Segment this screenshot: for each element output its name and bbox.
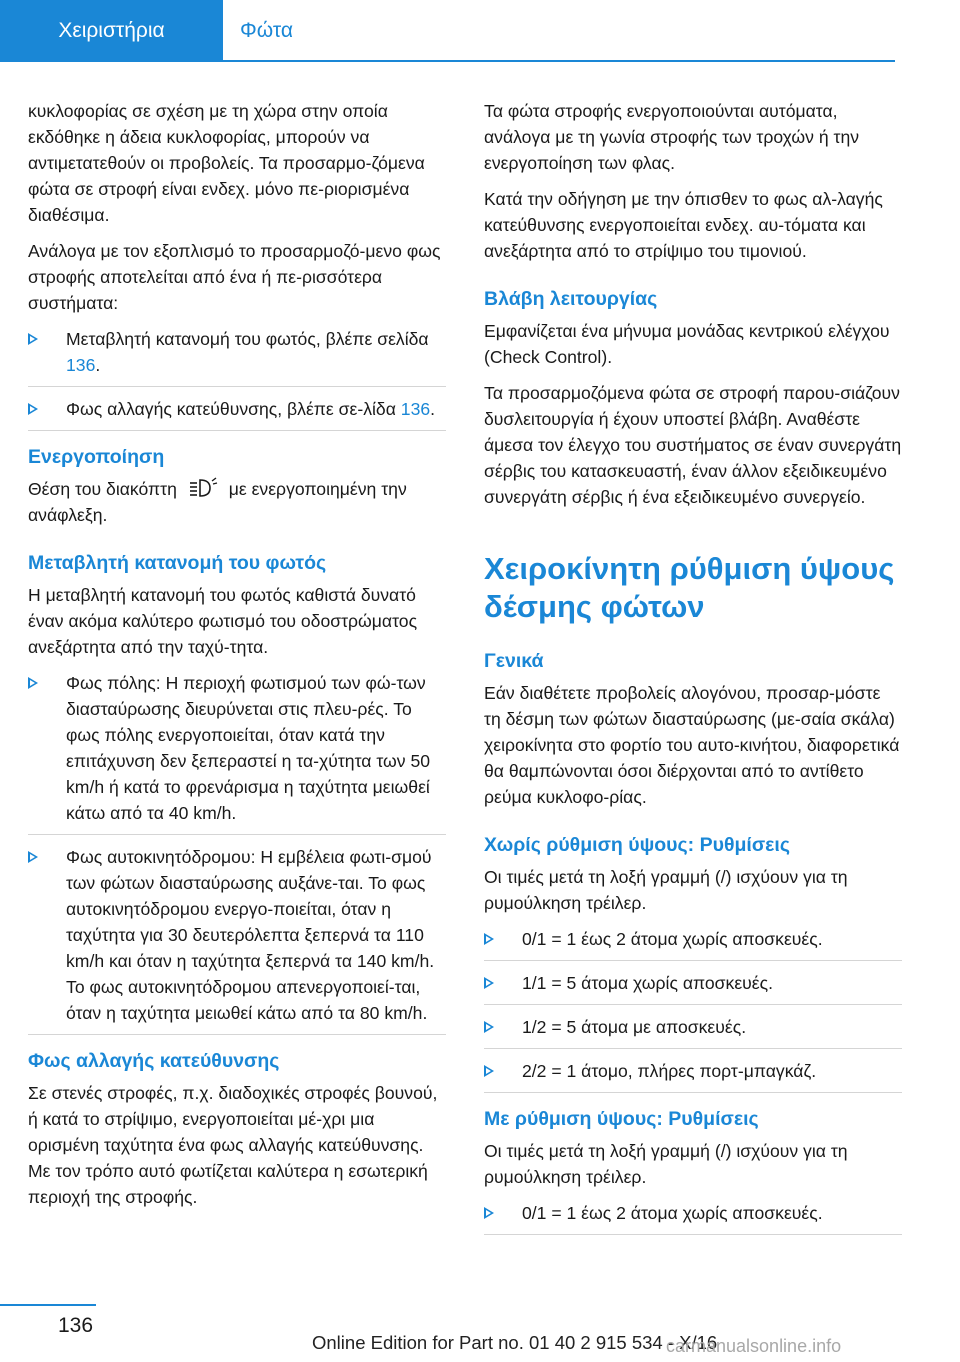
list-item-text: 0/1 = 1 έως 2 άτομα χωρίς αποσκευές.	[522, 1203, 823, 1223]
activation-text-pre: Θέση του διακόπτη	[28, 479, 177, 499]
paragraph: Η μεταβλητή κατανομή του φωτός καθιστά δυνατό έναν ακόμα καλύτερο φωτισμό του οδοστρώματος ανεξάρτητα από την ταχύ-τητα.	[28, 585, 418, 657]
triangle-bullet-icon	[28, 851, 38, 863]
triangle-bullet-icon	[28, 333, 38, 345]
paragraph: Τα φώτα στροφής ενεργοποιούνται αυτόματα, ανάλογα με τη γωνία στροφής των τροχών ή την ενεργοποίηση των φλας.	[484, 101, 860, 173]
section-heading: Ενεργοποίηση	[28, 446, 165, 468]
list-item	[28, 396, 446, 422]
list-item-text: Φως πόλης: Η περιοχή φωτισμού των φώ-των διασταύρωσης διευρύνεται στις πλευ-ρές. Το φως πόλης ενεργοποιείται, όταν κατά την επιτάχυνση δεν ξεπεραστεί η τα-χύτητα των 50 km/h ή κατά το φρενάρισμα η ταχύτητα μειωθεί κάτω από τα 40 km/h.	[66, 673, 431, 823]
watermark: carmanualsonline.info	[666, 1336, 842, 1356]
triangle-bullet-icon	[484, 977, 494, 989]
paragraph: Κατά την οδήγηση με την όπισθεν το φως αλ-λαγής κατεύθυνσης ενεργοποιείται ενδεχ. αυ-τόματα και ανεξάρτητα από το στρίψιμο του τιμονιού.	[484, 189, 883, 261]
list-item-text: Φως αλλαγής κατεύθυνσης, βλέπε σε-λίδα	[66, 399, 401, 419]
header	[0, 0, 960, 62]
triangle-bullet-icon	[484, 1065, 494, 1077]
paragraph: Εμφανίζεται ένα μήνυμα μονάδας κεντρικού ελέγχου (Check Control).	[484, 321, 890, 367]
chapter-heading: Χειροκίνητη ρύθμιση ύψους δέσμης φώτων	[484, 551, 895, 624]
tab-lights[interactable]: Φώτα	[240, 19, 293, 42]
paragraph: Οι τιμές μετά τη λοξή γραμμή (/) ισχύουν για τη ρυμούλκηση τρέιλερ.	[484, 1141, 848, 1187]
page-link[interactable]: 136	[400, 399, 431, 419]
list-item-text: Μεταβλητή κατανομή του φωτός, βλέπε σελίδα	[66, 329, 429, 349]
paragraph: Οι τιμές μετά τη λοξή γραμμή (/) ισχύουν για τη ρυμούλκηση τρέιλερ.	[484, 867, 848, 913]
edition-footer: Online Edition for Part no. 01 40 2 915 534 - X/16	[312, 1332, 718, 1353]
bullet-list	[484, 926, 902, 1084]
section-heading: Με ρύθμιση ύψους: Ρυθμίσεις	[484, 1108, 759, 1130]
list-item	[28, 844, 446, 1026]
list-item-text: 2/2 = 1 άτομο, πλήρες πορτ-μπαγκάζ.	[522, 1061, 817, 1081]
page-number: 136	[58, 1314, 94, 1337]
right-column	[484, 98, 902, 1244]
triangle-bullet-icon	[484, 933, 494, 945]
bullet-list	[28, 670, 446, 1026]
auto-headlight-switch-icon	[188, 477, 218, 499]
bullet-list	[484, 1200, 902, 1226]
paragraph: Ανάλογα με τον εξοπλισμό το προσαρμοζό-μενο φως στροφής αποτελείται από ένα ή πε-ρισσότερα συστήματα:	[28, 241, 441, 313]
section-heading: Μεταβλητή κατανομή του φωτός	[28, 552, 327, 574]
paragraph	[28, 476, 446, 528]
list-item	[484, 1058, 902, 1084]
list-item	[484, 1200, 902, 1226]
list-item	[484, 1014, 902, 1040]
list-item-text: 1/2 = 5 άτομα με αποσκευές.	[522, 1017, 747, 1037]
triangle-bullet-icon	[484, 1207, 494, 1219]
page-link[interactable]: 136	[66, 355, 96, 375]
list-item-text: 0/1 = 1 έως 2 άτομα χωρίς αποσκευές.	[522, 929, 823, 949]
section-heading: Γενικά	[484, 650, 544, 672]
list-item-text: Φως αυτοκινητόδρομου: Η εμβέλεια φωτι-σμού των φώτων διασταύρωσης αυξάνε-ται. Το φως αυτοκινητόδρομου ενεργο-ποιείται, όταν η ταχύτητα για 30 δευτερόλεπτα ξεπερνά τα 110 km/h και όταν η ταχύτητα ξεπερνά τα 140 km/h. Το φως αυτοκινητόδρομου απενεργοποιεί-ται, όταν η ταχύτητα μειωθεί κάτω από τα 80 km/h.	[66, 847, 435, 1023]
triangle-bullet-icon	[28, 403, 38, 415]
list-item	[28, 326, 446, 378]
triangle-bullet-icon	[28, 677, 38, 689]
page-number-rule	[0, 1304, 96, 1306]
section-heading: Χωρίς ρύθμιση ύψους: Ρυθμίσεις	[484, 834, 790, 856]
bullet-list	[28, 326, 446, 422]
paragraph: Σε στενές στροφές, π.χ. διαδοχικές στροφές βουνού, ή κατά το στρίψιμο, ενεργοποιείται μέ-χρι μια ορισμένη ταχύτητα ένα φως αλλαγής κατεύθυνσης. Με τον τρόπο αυτό φωτίζεται καλύτερα η εσωτερική περιοχή της στροφής.	[28, 1083, 438, 1207]
list-item	[484, 926, 902, 952]
triangle-bullet-icon	[484, 1021, 494, 1033]
list-item-text: 1/1 = 5 άτομα χωρίς αποσκευές.	[522, 973, 773, 993]
paragraph: Εάν διαθέτετε προβολείς αλογόνου, προσαρ-μόστε τη δέσμη των φώτων διασταύρωσης (με-σαία σκάλα) χειροκίνητα στο φορτίο του αυτο-κινήτου, διαφορετικά θα θαμπώνονται όσοι διέρχονται από το αντίθετο ρεύμα κυκλοφο-ρίας.	[484, 683, 900, 807]
paragraph: κυκλοφορίας σε σχέση με τη χώρα στην οποία εκδόθηκε η άδεια κυκλοφορίας, μπορούν να αντιμετατεθούν οι προβολείς. Τα προσαρμο-ζόμενα φώτα σε στροφή είναι ενδεχ. μόνο πε-ριορισμένα διαθέσιμα.	[28, 101, 425, 225]
list-item-tail: .	[95, 355, 101, 375]
tab-controls[interactable]: Χειριστήρια	[0, 0, 223, 62]
list-item-tail: .	[430, 399, 436, 419]
section-heading: Φως αλλαγής κατεύθυνσης	[28, 1050, 280, 1072]
left-column	[28, 98, 446, 1220]
header-rule	[223, 60, 895, 62]
list-item	[484, 970, 902, 996]
paragraph: Τα προσαρμοζόμενα φώτα σε στροφή παρου-σιάζουν δυσλειτουργία ή έχουν υποστεί βλάβη. Αναθέστε άμεσα τον έλεγχο του συστήματος σε έναν συνεργάτη σέρβις του κατασκευαστή, έναν άλλον εξειδικευμένο συνεργάτη σέρβις ή ένα εξειδικευμένο συνεργείο.	[484, 383, 902, 507]
section-heading: Βλάβη λειτουργίας	[484, 288, 658, 310]
activation-text-post: με ενεργοποιημένη την ανάφλεξη.	[28, 479, 407, 525]
list-item	[28, 670, 446, 826]
